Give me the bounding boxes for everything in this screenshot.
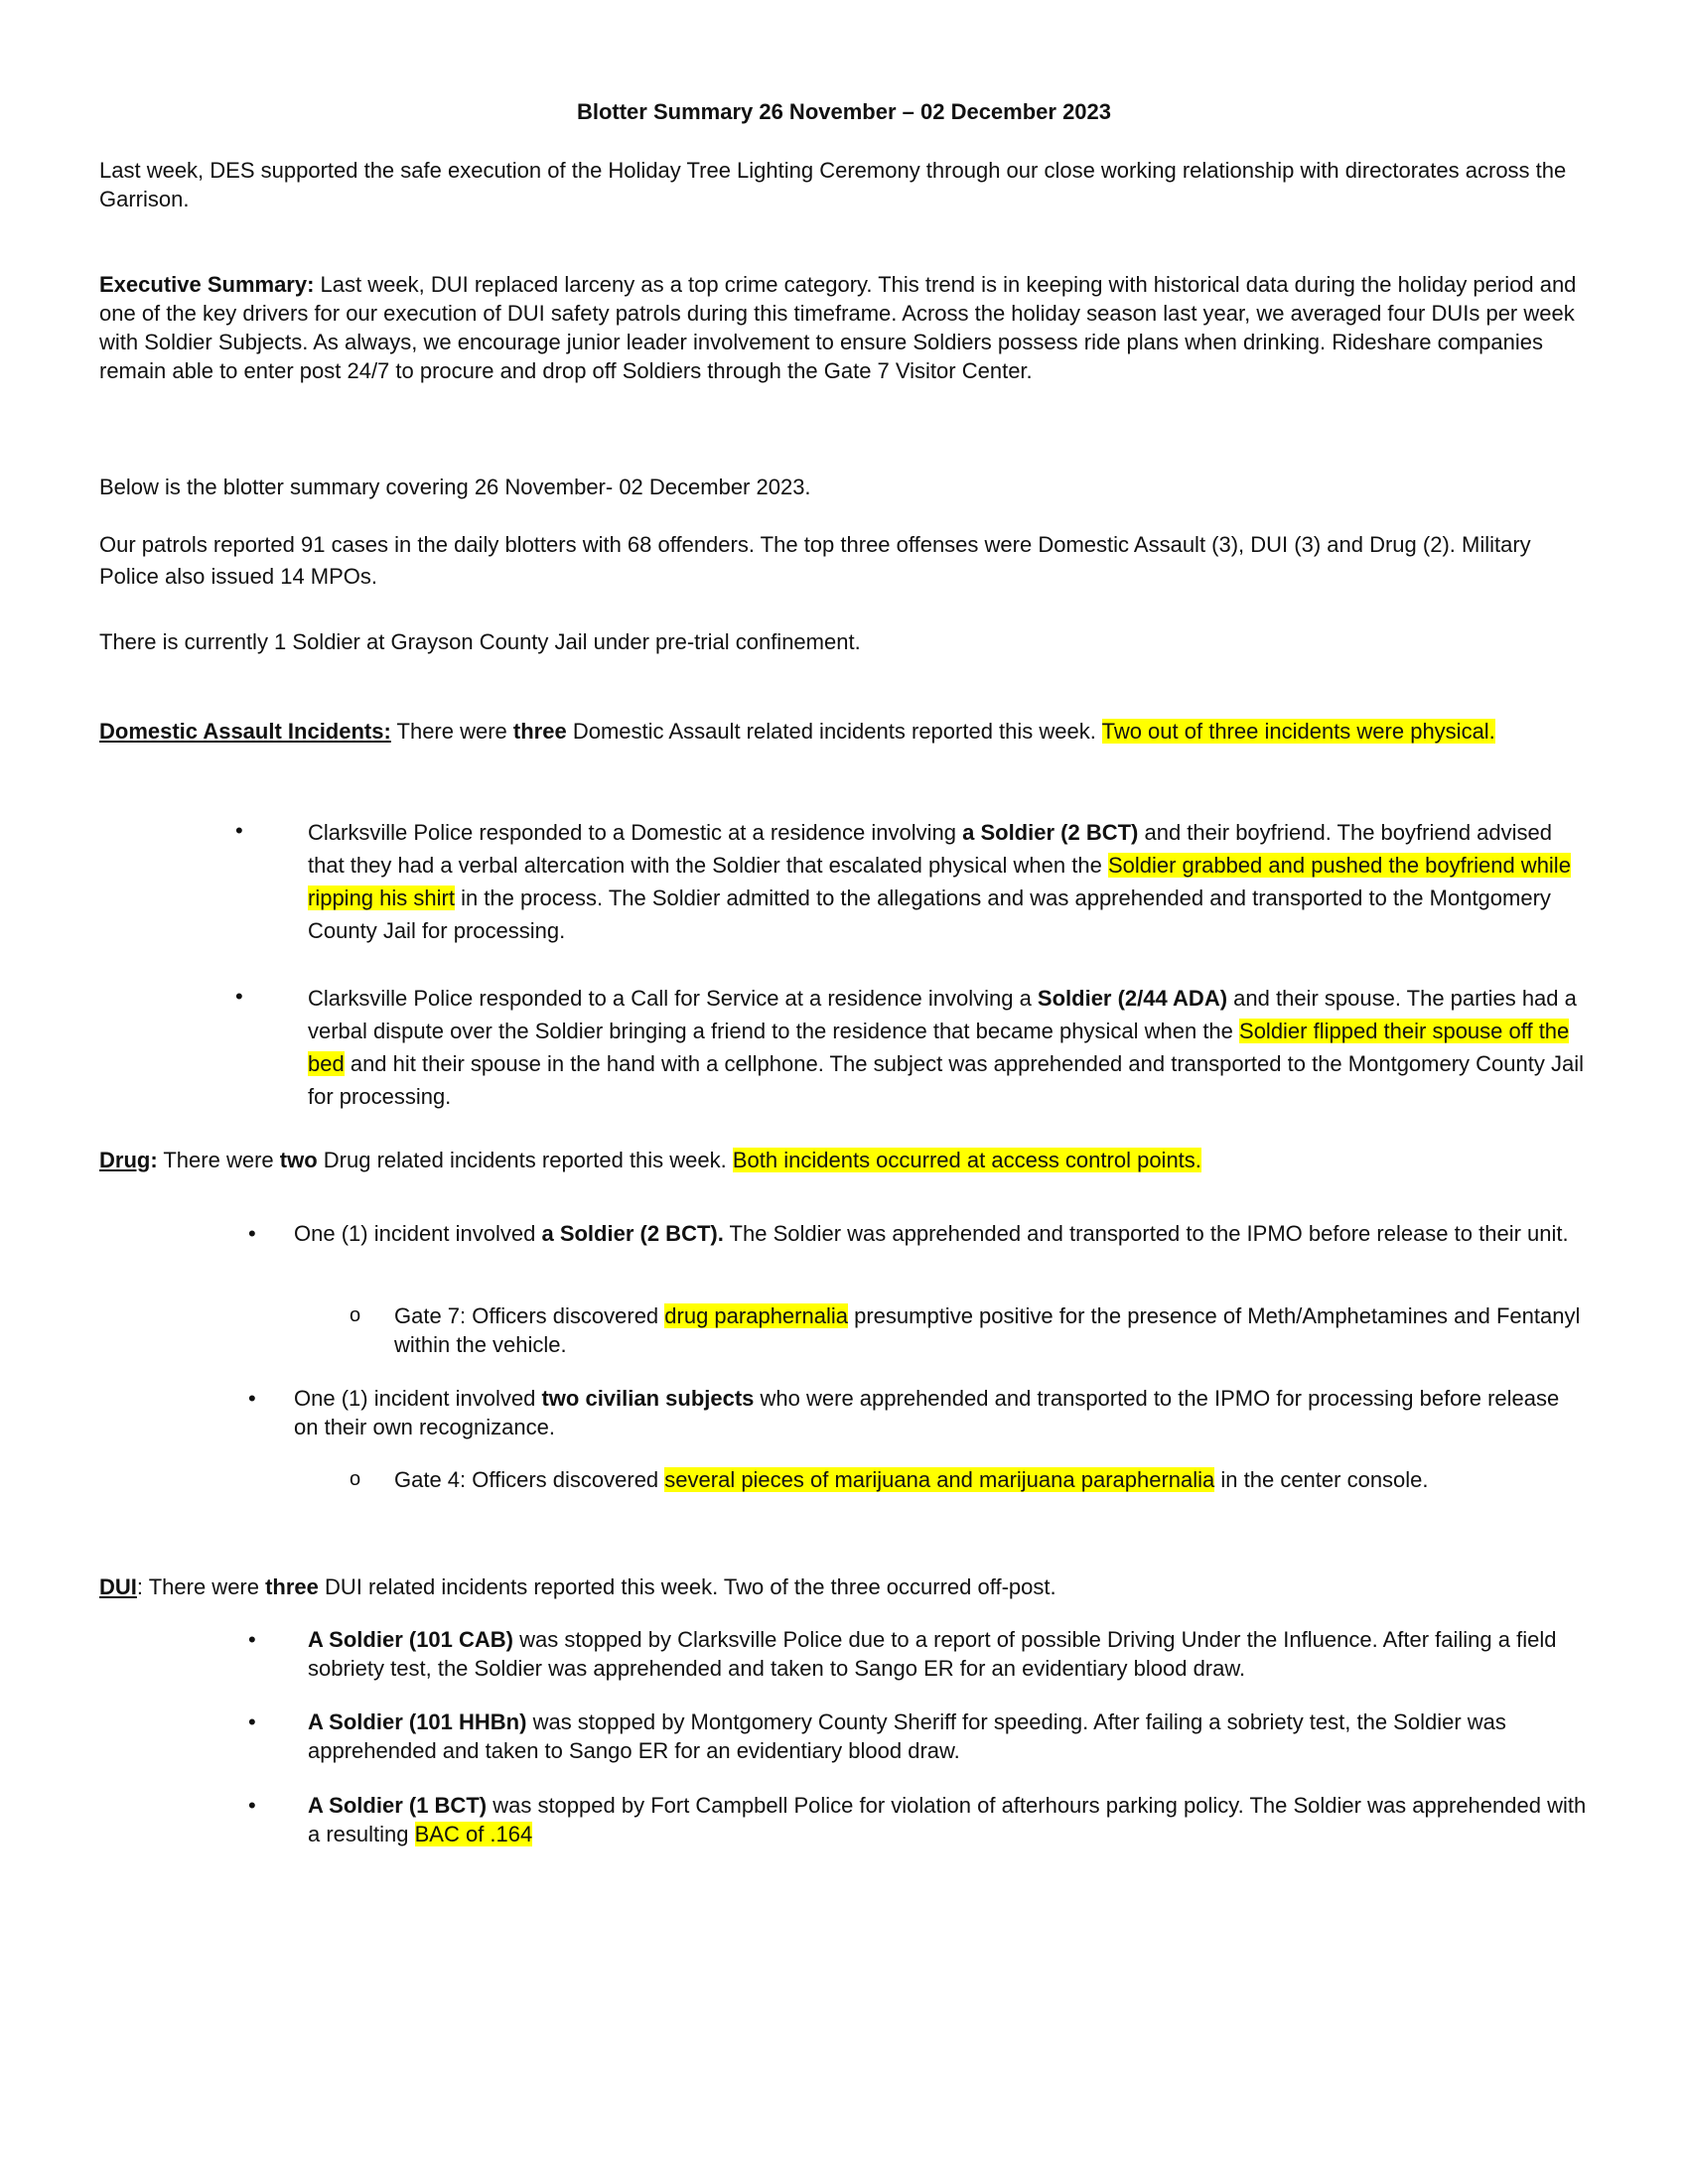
bullet-icon: • — [248, 1386, 256, 1411]
drug-item-1-detail — [394, 1301, 1586, 1359]
drug-item-2 — [294, 1384, 1589, 1441]
drug-heading — [99, 1146, 1599, 1174]
dui-heading — [99, 1572, 1599, 1601]
domestic-item-2-highlight: Soldier flipped their spouse off the bed — [308, 1019, 1570, 1076]
domestic-item-2-text-c: and their spouse. The parties had a verbal dispute over the Soldier bringing a friend to the residence that became physical when the — [308, 986, 1577, 1043]
intro-paragraph: Last week, DES supported the safe execution of the Holiday Tree Lighting Ceremony through our close working relationship with directorates across the Garrison. — [99, 158, 1567, 211]
drug-count: two — [279, 1148, 318, 1172]
domestic-item-1-text-a: Clarksville Police responded to a Domestic at a residence involving — [308, 820, 963, 845]
drug-text-2: Drug related incidents reported this week. — [317, 1148, 733, 1172]
dui-item-1-subject: A Soldier (101 CAB) — [308, 1627, 514, 1652]
drug-item-1 — [294, 1219, 1589, 1248]
patrols-paragraph: Our patrols reported 91 cases in the daily blotters with 68 offenders. The top three offenses were Domestic Assault (3), DUI (3) and Drug (2). Military Police also issued 14 MPOs. — [99, 532, 1531, 589]
document-title: Blotter Summary 26 November – 02 December 2023 — [576, 99, 1112, 124]
executive-summary-text: Last week, DUI replaced larceny as a top crime category. This trend is in keeping with historical data during the holiday period and one of the key drivers for our execution of DUI safety patrols during this timeframe. Across the holiday season last year, we averaged four DUIs per week with Soldier Subjects. As always, we encourage junior leader involvement to ensure Soldiers possess ride plans when drinking. Rideshare companies remain able to enter post 24/7 to procure and drop off Soldiers through the Gate 7 Visitor Center. — [99, 272, 1577, 383]
domestic-assault-heading — [99, 715, 1599, 748]
drug-item-2-detail-highlight: several pieces of marijuana and marijuana paraphernalia — [664, 1467, 1215, 1492]
bullet-icon: • — [248, 1221, 256, 1246]
domestic-item-2 — [308, 982, 1589, 1113]
summary-line: Below is the blotter summary covering 26 November- 02 December 2023. — [99, 475, 811, 499]
dui-item-2 — [308, 1707, 1589, 1765]
drug-item-1-detail-a: Gate 7: Officers discovered — [394, 1303, 665, 1328]
confinement-line: There is currently 1 Soldier at Grayson County Jail under pre-trial confinement. — [99, 629, 861, 654]
drug-item-1-text-c: The Soldier was apprehended and transported to the IPMO before release to their unit. — [723, 1221, 1569, 1246]
drug-item-2-detail — [394, 1465, 1586, 1494]
dui-label: DUI — [99, 1574, 137, 1599]
drug-item-2-subject: two civilian subjects — [541, 1386, 755, 1411]
domestic-item-2-text-a: Clarksville Police responded to a Call for Service at a residence involving a — [308, 986, 1038, 1011]
domestic-item-1-subject: a Soldier (2 BCT) — [962, 820, 1139, 845]
dui-item-3-subject: A Soldier (1 BCT) — [308, 1793, 488, 1818]
dui-item-2-subject: A Soldier (101 HHBn) — [308, 1709, 527, 1734]
bullet-icon: • — [248, 1627, 256, 1652]
drug-highlight: Both incidents occurred at access control points. — [732, 1148, 1201, 1172]
drug-item-2-detail-a: Gate 4: Officers discovered — [394, 1467, 665, 1492]
dui-count: three — [265, 1574, 319, 1599]
drug-item-1-text-a: One (1) incident involved — [294, 1221, 542, 1246]
domestic-item-1-text-c: and their boyfriend. The boyfriend advised that they had a verbal altercation with the Soldier that escalated physical when the — [308, 820, 1552, 878]
drug-label: Drug — [99, 1148, 151, 1172]
domestic-assault-label: Domestic Assault Incidents: — [99, 719, 391, 744]
drug-item-1-detail-b: presumptive positive for the presence of Meth/Amphetamines and Fentanyl within the vehicle. — [394, 1303, 1581, 1357]
domestic-item-2-subject: Soldier (2/44 ADA) — [1037, 986, 1228, 1011]
circle-bullet-icon: o — [350, 1304, 361, 1326]
dui-item-2-text: was stopped by Montgomery County Sheriff for speeding. After failing a sobriety test, the Soldier was apprehended and taken to Sango ER for an evidentiary blood draw. — [308, 1709, 1506, 1763]
drug-item-2-text-c: who were apprehended and transported to the IPMO for processing before release on their own recognizance. — [294, 1386, 1560, 1439]
drug-colon: : — [150, 1148, 158, 1172]
drug-item-2-detail-b: in the center console. — [1214, 1467, 1429, 1492]
domestic-item-2-text-d: and hit their spouse in the hand with a cellphone. The subject was apprehended and transported to the Montgomery County Jail for processing. — [308, 1051, 1584, 1109]
circle-bullet-icon: o — [350, 1468, 361, 1490]
dui-item-3-highlight: BAC of .164 — [414, 1822, 533, 1846]
domestic-item-1-text-d: in the process. The Soldier admitted to the allegations and was apprehended and transported to the Montgomery County Jail for processing. — [308, 886, 1551, 943]
executive-summary-paragraph — [99, 270, 1589, 385]
dui-item-1-text: was stopped by Clarksville Police due to a report of possible Driving Under the Influence. After failing a field sobriety test, the Soldier was apprehended and taken to Sango ER for an evidentiary blood draw. — [308, 1627, 1557, 1681]
domestic-item-1-highlight: Soldier grabbed and pushed the boyfriend while ripping his shirt — [308, 853, 1571, 910]
dui-item-1 — [308, 1625, 1589, 1683]
domestic-text-1: There were — [390, 719, 513, 744]
bullet-icon: • — [248, 1793, 256, 1818]
domestic-text-2: Domestic Assault related incidents reported this week. — [566, 719, 1102, 744]
dui-item-3 — [308, 1791, 1589, 1848]
drug-item-2-text-a: One (1) incident involved — [294, 1386, 542, 1411]
dui-text-2: DUI related incidents reported this week. Two of the three occurred off-post. — [318, 1574, 1056, 1599]
domestic-count: three — [512, 719, 567, 744]
domestic-item-1 — [308, 816, 1589, 947]
executive-summary-label: Executive Summary: — [99, 272, 315, 297]
bullet-icon: • — [235, 818, 243, 843]
drug-item-1-detail-highlight: drug paraphernalia — [664, 1303, 848, 1328]
bullet-icon: • — [235, 984, 243, 1009]
drug-item-1-subject: a Soldier (2 BCT). — [541, 1221, 724, 1246]
dui-item-3-text: was stopped by Fort Campbell Police for violation of afterhours parking policy. The Soldier was apprehended with a resulting — [308, 1793, 1587, 1846]
drug-text-1: There were — [157, 1148, 280, 1172]
bullet-icon: • — [248, 1709, 256, 1734]
domestic-highlight: Two out of three incidents were physical. — [1101, 719, 1495, 744]
dui-text-1: : There were — [136, 1574, 266, 1599]
